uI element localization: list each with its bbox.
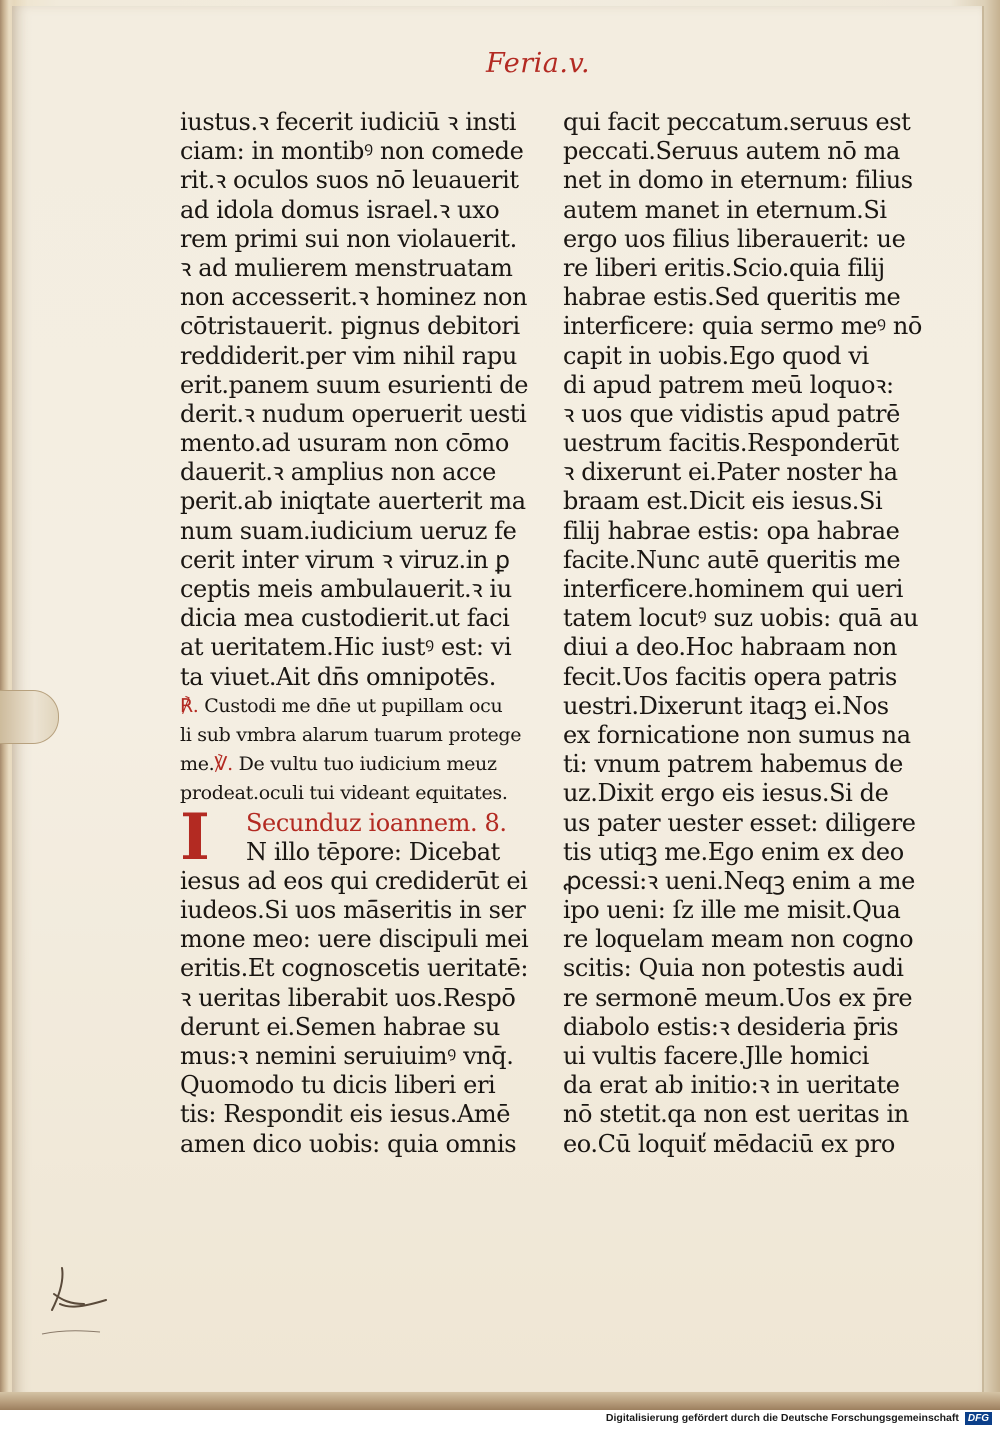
text-line: cerit inter virum ꝛ viruz.in ꝑ [180,545,510,574]
text-line: mento.ad usuram non cōmo [180,429,509,458]
left-column-lines [180,108,532,692]
gospel-opening [180,799,532,875]
text-line: erit.panem suum esurienti de [180,370,529,399]
versicle-text: De vultu tuo iudicium meuz [238,753,497,776]
text-line: uestri.Dixerunt itaqꝫ ei.Nos [563,691,889,720]
responsory-line [180,692,532,721]
text-line: habrae estis.Sed queritis me [563,283,901,312]
text-line: reddiderit.per vim nihil rapu [180,341,517,370]
text-line: rem primi sui non violauerit. [180,224,517,253]
text-line: ergo uos filius liberauerit: ue [563,224,906,253]
text-line: iustus.ꝛ fecerit iudiciū ꝛ insti [180,108,517,136]
text-line: qui facit peccatum.seruus est [563,108,911,136]
text-line: interficere: quia sermo meꝰ nō [563,312,922,341]
text-line: uz.Dixit ergo eis iesus.Si de [563,779,889,808]
text-line: tis: Respondit eis iesus.Amē [180,1100,511,1129]
text-line: diui a deo.Hoc habraam non [563,633,897,662]
text-line: re sermonē meum.Uos ex p̄re [563,983,913,1012]
text-line: autem manet in eternum.Si [563,195,887,224]
dfg-logo-icon: DFG [965,1412,992,1425]
text-line: ꝛ dixerunt ei.Pater noster ha [563,458,898,487]
versicle-line: prodeat.oculi tui videant equitates. [180,782,508,805]
text-line: tatem locutꝰ suz uobis: quā au [563,604,919,633]
text-line: derunt ei.Semen habrae su [180,1012,500,1041]
text-line: ti: vnum patrem habemus de [563,750,903,779]
text-line: ꝛ ueritas liberabit uos.Respō [180,983,516,1012]
text-line: ex fornicatione non sumus na [563,720,911,749]
text-line: perit.ab iniqtate auerterit ma [180,487,526,516]
text-line: ad idola domus israel.ꝛ uxo [180,195,500,224]
text-line: diabolo estis:ꝛ desideria p̄ris [563,1012,899,1041]
footer-credit: Digitalisierung gefördert durch die Deutsche Forschungsgemeinschaft [605,1412,959,1424]
text-line: fecit.Uos facitis opera patris [563,662,897,691]
text-line: net in domo in eternum: filius [563,166,913,195]
text-line: ciam: in montibꝰ non comede [180,137,524,166]
text-line: re loquelam meam non cogno [563,925,914,954]
right-column [563,108,922,1159]
page-header-title: Feria.v. [486,48,591,79]
responsory-label: ℟. [180,694,199,717]
text-line: non accesserit.ꝛ hominez non [180,283,528,312]
text-line: ꝛ ad mulierem menstruatam [180,253,513,282]
text-line: amen dico uobis: quia omnis [180,1129,517,1158]
text-line: mus:ꝛ nemini seruiuimꝰ vnq̄. [180,1042,514,1071]
text-line: filij habrae estis: opa habrae [563,516,900,545]
text-line: ceptis meis ambulauerit.ꝛ iu [180,575,512,603]
text-line: nō stetit.qa non est ueritas in [563,1100,909,1129]
versicle-line [180,750,532,779]
text-line: Quomodo tu dicis liberi eri [180,1071,496,1100]
text-line: scitis: Quia non potestis audi [563,954,904,983]
text-line: capit in uobis.Ego quod vi [563,341,869,370]
text-line: num suam.iudicium ueruz fe [180,516,517,545]
text-line: dicia mea custodierit.ut faci [180,604,510,633]
text-line: derit.ꝛ nudum operuerit uesti [180,399,527,428]
text-line: at ueritatem.Hic iustꝰ est: vi [180,633,512,662]
gospel-lines [180,867,532,1159]
text-line: peccati.Seruus autem nō ma [563,137,900,166]
page-tab-marker [0,690,59,744]
text-line: ꝛ uos que vidistis apud patrē [563,399,900,428]
responsory-text: Custodi me dn̄e ut pupillam ocu [204,694,503,717]
gospel-line: N illo tēpore: Dicebat [246,837,500,866]
text-line: iesus ad eos qui crediderūt ei [180,866,528,895]
initial-letter: I [180,799,210,875]
text-line: interficere.hominem qui ueri [563,575,904,603]
page-bottom-edge [0,1392,1000,1410]
gospel-rubric: Secunduz ioannem. 8. [246,808,507,837]
versicle-prefix: me. [180,753,215,776]
text-line: da erat ab initio:ꝛ in ueritate [563,1071,900,1100]
text-line: dauerit.ꝛ amplius non acce [180,458,496,487]
text-line: iudeos.Si uos mā̄seritis in ser [180,896,526,925]
text-line: ipo ueni: ſz ille me misit.Qua [563,896,901,925]
text-line: re liberi eritis.Scio.quia filij [563,253,885,282]
text-line: di apud patrem meū loquoꝛ: [563,370,894,399]
text-line: us pater uester esset: diligere [563,808,916,837]
responsory-line: li sub vmbra alarum tuarum protege [180,723,522,746]
text-line: ui vultis facere.Jlle homici [563,1042,869,1070]
versicle-label: ℣. [214,753,233,776]
text-line: ꝓcessi:ꝛ ueni.Neqꝫ enim a me [563,866,915,895]
text-line: eritis.Et cognoscetis ueritatē: [180,954,529,983]
text-line: mone meo: uere discipuli mei [180,925,529,954]
marginal-pen-mark-icon [40,1264,120,1344]
digitization-footer [606,1409,992,1427]
left-column [180,108,532,1159]
right-column-lines [563,108,922,1159]
text-line: eo.Cū loquiť mēdaciū ex pro [563,1129,895,1158]
text-line: rit.ꝛ oculos suos nō leuauerit [180,166,519,195]
text-line: braam est.Dicit eis iesus.Si [563,487,883,516]
text-line: ta viuet.Ait dn̄s omnipotēs. [180,662,496,691]
text-line: uestrum facitis.Responderūt [563,429,899,458]
text-line: facite.Nunc autē queritis me [563,545,901,574]
text-line: tis utiqꝫ me.Ego enim ex deo [563,837,904,866]
text-line: cōtristauerit. pignus debitori [180,312,520,341]
